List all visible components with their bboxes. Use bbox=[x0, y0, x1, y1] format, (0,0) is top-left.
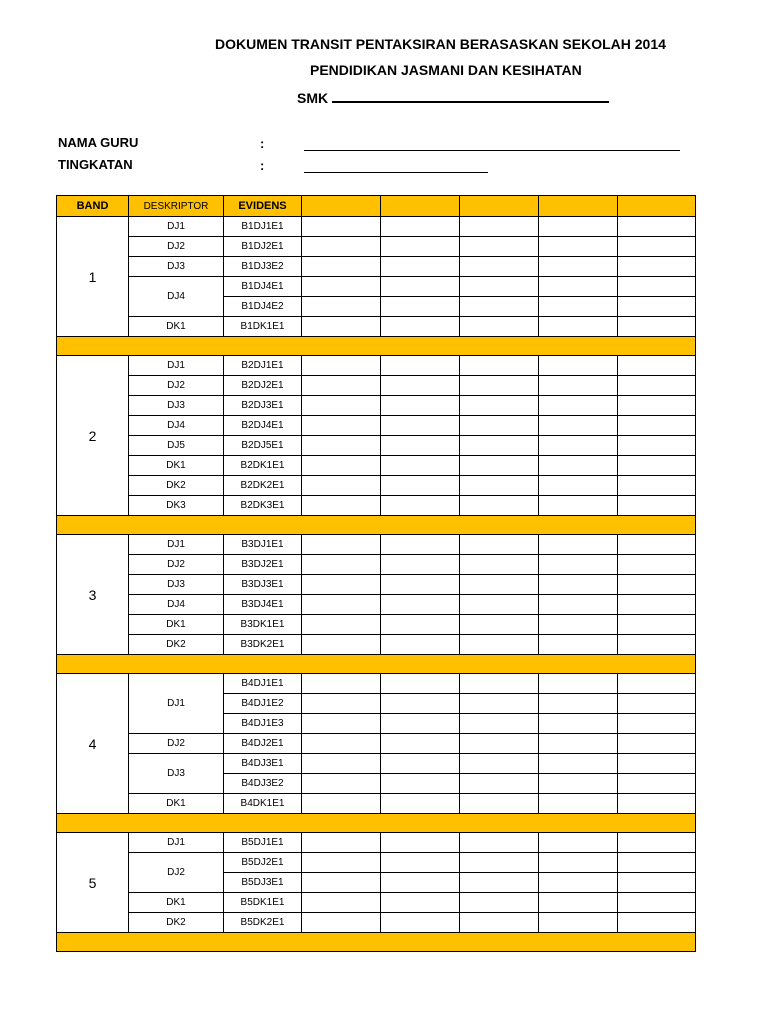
band-separator-row bbox=[57, 933, 696, 952]
blank-cell bbox=[381, 376, 460, 396]
document-subtitle: PENDIDIKAN JASMANI DAN KESIHATAN bbox=[310, 62, 582, 78]
blank-cell bbox=[539, 873, 618, 893]
tingkatan-blank bbox=[304, 172, 488, 173]
blank-cell bbox=[460, 436, 539, 456]
blank-cell bbox=[460, 754, 539, 774]
blank-cell bbox=[618, 635, 696, 655]
evidens-cell: B1DK1E1 bbox=[224, 317, 302, 337]
evidens-cell: B3DJ3E1 bbox=[224, 575, 302, 595]
band-separator bbox=[57, 337, 696, 356]
blank-cell bbox=[618, 694, 696, 714]
blank-cell bbox=[381, 893, 460, 913]
deskriptor-cell: DJ3 bbox=[129, 754, 224, 794]
deskriptor-cell: DJ2 bbox=[129, 853, 224, 893]
deskriptor-cell: DJ1 bbox=[129, 833, 224, 853]
blank-cell bbox=[460, 297, 539, 317]
blank-cell bbox=[539, 853, 618, 873]
blank-cell bbox=[302, 217, 381, 237]
blank-cell bbox=[302, 456, 381, 476]
blank-cell bbox=[381, 674, 460, 694]
blank-cell bbox=[381, 555, 460, 575]
blank-cell bbox=[618, 794, 696, 814]
blank-cell bbox=[539, 754, 618, 774]
blank-cell bbox=[460, 913, 539, 933]
blank-cell bbox=[381, 694, 460, 714]
blank-cell bbox=[539, 714, 618, 734]
table-row bbox=[57, 615, 696, 635]
blank-cell bbox=[460, 893, 539, 913]
blank-cell bbox=[460, 356, 539, 376]
blank-cell bbox=[381, 356, 460, 376]
table-row bbox=[57, 496, 696, 516]
table-row bbox=[57, 277, 696, 297]
band-separator bbox=[57, 516, 696, 535]
deskriptor-cell: DJ1 bbox=[129, 535, 224, 555]
evidens-cell: B3DK1E1 bbox=[224, 615, 302, 635]
blank-cell bbox=[302, 257, 381, 277]
blank-cell bbox=[618, 833, 696, 853]
blank-cell bbox=[539, 615, 618, 635]
blank-cell bbox=[381, 853, 460, 873]
blank-cell bbox=[460, 615, 539, 635]
blank-cell bbox=[539, 734, 618, 754]
blank-cell bbox=[539, 396, 618, 416]
blank-cell bbox=[618, 535, 696, 555]
blank-header bbox=[539, 196, 618, 217]
blank-cell bbox=[618, 913, 696, 933]
blank-header bbox=[381, 196, 460, 217]
blank-cell bbox=[539, 257, 618, 277]
blank-cell bbox=[539, 277, 618, 297]
evidens-cell: B4DJ1E2 bbox=[224, 694, 302, 714]
blank-cell bbox=[539, 376, 618, 396]
blank-cell bbox=[302, 774, 381, 794]
evidens-cell: B1DJ4E1 bbox=[224, 277, 302, 297]
evidens-cell: B4DJ3E2 bbox=[224, 774, 302, 794]
deskriptor-cell: DJ5 bbox=[129, 436, 224, 456]
deskriptor-cell: DK1 bbox=[129, 615, 224, 635]
evidens-cell: B2DJ1E1 bbox=[224, 356, 302, 376]
deskriptor-cell: DK1 bbox=[129, 893, 224, 913]
table-row bbox=[57, 535, 696, 555]
blank-cell bbox=[302, 734, 381, 754]
evidens-cell: B1DJ3E2 bbox=[224, 257, 302, 277]
blank-cell bbox=[539, 595, 618, 615]
blank-cell bbox=[460, 496, 539, 516]
blank-cell bbox=[618, 714, 696, 734]
blank-cell bbox=[460, 674, 539, 694]
deskriptor-cell: DJ3 bbox=[129, 396, 224, 416]
blank-cell bbox=[618, 734, 696, 754]
blank-cell bbox=[460, 476, 539, 496]
table-row bbox=[57, 396, 696, 416]
deskriptor-cell: DJ2 bbox=[129, 376, 224, 396]
evidens-cell: B5DK1E1 bbox=[224, 893, 302, 913]
blank-cell bbox=[381, 277, 460, 297]
evidens-cell: B4DJ1E1 bbox=[224, 674, 302, 694]
band-separator bbox=[57, 814, 696, 833]
nama-guru-colon: : bbox=[260, 136, 265, 151]
blank-cell bbox=[460, 317, 539, 337]
table-row bbox=[57, 416, 696, 436]
blank-cell bbox=[302, 873, 381, 893]
blank-cell bbox=[302, 694, 381, 714]
blank-cell bbox=[302, 555, 381, 575]
blank-cell bbox=[460, 833, 539, 853]
band-separator-row bbox=[57, 516, 696, 535]
blank-cell bbox=[302, 496, 381, 516]
band-number: 1 bbox=[57, 217, 129, 337]
blank-cell bbox=[381, 575, 460, 595]
evidens-cell: B1DJ1E1 bbox=[224, 217, 302, 237]
deskriptor-cell: DJ2 bbox=[129, 734, 224, 754]
blank-cell bbox=[302, 297, 381, 317]
blank-cell bbox=[460, 853, 539, 873]
blank-cell bbox=[302, 476, 381, 496]
blank-cell bbox=[460, 217, 539, 237]
blank-cell bbox=[618, 436, 696, 456]
evidens-cell: B4DK1E1 bbox=[224, 794, 302, 814]
evidens-cell: B2DK1E1 bbox=[224, 456, 302, 476]
blank-cell bbox=[381, 595, 460, 615]
evidens-cell: B5DK2E1 bbox=[224, 913, 302, 933]
table-row bbox=[57, 356, 696, 376]
blank-cell bbox=[302, 595, 381, 615]
blank-cell bbox=[381, 237, 460, 257]
blank-cell bbox=[539, 237, 618, 257]
table-row bbox=[57, 575, 696, 595]
blank-cell bbox=[381, 436, 460, 456]
blank-cell bbox=[381, 794, 460, 814]
blank-cell bbox=[302, 754, 381, 774]
blank-cell bbox=[460, 277, 539, 297]
blank-header bbox=[618, 196, 696, 217]
deskriptor-cell: DJ4 bbox=[129, 595, 224, 615]
blank-cell bbox=[618, 774, 696, 794]
evidens-cell: B3DJ1E1 bbox=[224, 535, 302, 555]
blank-cell bbox=[460, 794, 539, 814]
table-row bbox=[57, 376, 696, 396]
blank-cell bbox=[539, 496, 618, 516]
nama-guru-label: NAMA GURU bbox=[58, 135, 139, 150]
deskriptor-cell: DJ1 bbox=[129, 356, 224, 376]
table-row bbox=[57, 893, 696, 913]
blank-cell bbox=[618, 893, 696, 913]
blank-cell bbox=[539, 794, 618, 814]
blank-cell bbox=[618, 416, 696, 436]
deskriptor-cell: DK2 bbox=[129, 476, 224, 496]
evidens-cell: B2DJ5E1 bbox=[224, 436, 302, 456]
table-row bbox=[57, 734, 696, 754]
blank-cell bbox=[618, 237, 696, 257]
blank-cell bbox=[460, 257, 539, 277]
table-row bbox=[57, 436, 696, 456]
blank-cell bbox=[381, 217, 460, 237]
evidens-cell: B5DJ3E1 bbox=[224, 873, 302, 893]
blank-cell bbox=[539, 416, 618, 436]
deskriptor-cell: DJ2 bbox=[129, 555, 224, 575]
deskriptor-cell: DK1 bbox=[129, 456, 224, 476]
band-header: BAND bbox=[57, 196, 129, 217]
blank-cell bbox=[460, 396, 539, 416]
blank-cell bbox=[618, 873, 696, 893]
blank-cell bbox=[539, 297, 618, 317]
table-row bbox=[57, 853, 696, 873]
deskriptor-cell: DJ1 bbox=[129, 217, 224, 237]
blank-cell bbox=[539, 436, 618, 456]
blank-cell bbox=[618, 396, 696, 416]
blank-cell bbox=[381, 615, 460, 635]
school-name-blank bbox=[332, 89, 609, 103]
blank-cell bbox=[539, 555, 618, 575]
blank-cell bbox=[618, 575, 696, 595]
document-title: DOKUMEN TRANSIT PENTAKSIRAN BERASASKAN SEKOLAH 2014 bbox=[215, 36, 666, 52]
blank-cell bbox=[618, 674, 696, 694]
blank-cell bbox=[381, 873, 460, 893]
blank-cell bbox=[302, 575, 381, 595]
tingkatan-colon: : bbox=[260, 158, 265, 173]
blank-cell bbox=[460, 595, 539, 615]
blank-cell bbox=[381, 635, 460, 655]
evidens-cell: B5DJ1E1 bbox=[224, 833, 302, 853]
blank-cell bbox=[539, 575, 618, 595]
table-row bbox=[57, 476, 696, 496]
evidence-table bbox=[56, 195, 696, 952]
evidens-cell: B4DJ3E1 bbox=[224, 754, 302, 774]
deskriptor-cell: DJ3 bbox=[129, 257, 224, 277]
table-header-row bbox=[57, 196, 696, 217]
blank-cell bbox=[460, 555, 539, 575]
band-number: 5 bbox=[57, 833, 129, 933]
blank-cell bbox=[381, 317, 460, 337]
blank-cell bbox=[302, 833, 381, 853]
blank-cell bbox=[302, 674, 381, 694]
band-separator bbox=[57, 655, 696, 674]
band-separator-row bbox=[57, 337, 696, 356]
blank-cell bbox=[302, 277, 381, 297]
evidens-cell: B2DJ3E1 bbox=[224, 396, 302, 416]
table-row bbox=[57, 555, 696, 575]
blank-cell bbox=[302, 396, 381, 416]
table-row bbox=[57, 913, 696, 933]
blank-cell bbox=[381, 396, 460, 416]
table-row bbox=[57, 217, 696, 237]
evidens-cell: B2DK2E1 bbox=[224, 476, 302, 496]
deskriptor-cell: DJ1 bbox=[129, 674, 224, 734]
blank-cell bbox=[460, 714, 539, 734]
blank-cell bbox=[539, 833, 618, 853]
evidens-cell: B1DJ2E1 bbox=[224, 237, 302, 257]
blank-cell bbox=[618, 257, 696, 277]
deskriptor-cell: DK3 bbox=[129, 496, 224, 516]
deskriptor-cell: DJ4 bbox=[129, 277, 224, 317]
evidens-cell: B3DJ2E1 bbox=[224, 555, 302, 575]
blank-cell bbox=[618, 595, 696, 615]
deskriptor-cell: DK2 bbox=[129, 913, 224, 933]
table-row bbox=[57, 794, 696, 814]
blank-cell bbox=[618, 476, 696, 496]
blank-cell bbox=[302, 237, 381, 257]
blank-cell bbox=[381, 714, 460, 734]
blank-cell bbox=[302, 416, 381, 436]
blank-cell bbox=[460, 635, 539, 655]
evidens-cell: B1DJ4E2 bbox=[224, 297, 302, 317]
blank-cell bbox=[302, 714, 381, 734]
evidens-cell: B4DJ2E1 bbox=[224, 734, 302, 754]
blank-cell bbox=[381, 535, 460, 555]
blank-cell bbox=[539, 535, 618, 555]
blank-cell bbox=[302, 635, 381, 655]
table-row bbox=[57, 595, 696, 615]
blank-cell bbox=[618, 277, 696, 297]
band-number: 2 bbox=[57, 356, 129, 516]
blank-cell bbox=[460, 456, 539, 476]
blank-cell bbox=[302, 436, 381, 456]
evidens-cell: B2DK3E1 bbox=[224, 496, 302, 516]
blank-cell bbox=[618, 615, 696, 635]
blank-cell bbox=[460, 416, 539, 436]
blank-cell bbox=[539, 893, 618, 913]
blank-cell bbox=[539, 356, 618, 376]
blank-cell bbox=[302, 794, 381, 814]
deskriptor-cell: DK1 bbox=[129, 794, 224, 814]
blank-cell bbox=[618, 496, 696, 516]
table-row bbox=[57, 317, 696, 337]
blank-cell bbox=[618, 754, 696, 774]
evidens-cell: B3DJ4E1 bbox=[224, 595, 302, 615]
blank-cell bbox=[302, 913, 381, 933]
blank-cell bbox=[381, 476, 460, 496]
table-row bbox=[57, 833, 696, 853]
band-number: 4 bbox=[57, 674, 129, 814]
blank-cell bbox=[381, 496, 460, 516]
evidens-header: EVIDENS bbox=[224, 196, 302, 217]
table-row bbox=[57, 635, 696, 655]
blank-cell bbox=[302, 535, 381, 555]
deskriptor-cell: DJ4 bbox=[129, 416, 224, 436]
band-number: 3 bbox=[57, 535, 129, 655]
deskriptor-cell: DK2 bbox=[129, 635, 224, 655]
blank-cell bbox=[381, 297, 460, 317]
blank-cell bbox=[381, 734, 460, 754]
blank-header bbox=[302, 196, 381, 217]
band-separator bbox=[57, 933, 696, 952]
blank-cell bbox=[460, 376, 539, 396]
blank-cell bbox=[618, 356, 696, 376]
deskriptor-cell: DK1 bbox=[129, 317, 224, 337]
blank-cell bbox=[539, 317, 618, 337]
blank-cell bbox=[381, 774, 460, 794]
blank-cell bbox=[618, 853, 696, 873]
blank-cell bbox=[460, 774, 539, 794]
blank-cell bbox=[381, 754, 460, 774]
blank-cell bbox=[302, 356, 381, 376]
blank-cell bbox=[539, 774, 618, 794]
blank-cell bbox=[460, 873, 539, 893]
evidens-cell: B2DJ4E1 bbox=[224, 416, 302, 436]
table-row bbox=[57, 456, 696, 476]
blank-cell bbox=[381, 456, 460, 476]
blank-cell bbox=[618, 317, 696, 337]
blank-cell bbox=[539, 456, 618, 476]
blank-cell bbox=[539, 913, 618, 933]
blank-header bbox=[460, 196, 539, 217]
blank-cell bbox=[618, 297, 696, 317]
blank-cell bbox=[381, 257, 460, 277]
blank-cell bbox=[618, 217, 696, 237]
blank-cell bbox=[460, 237, 539, 257]
evidens-cell: B4DJ1E3 bbox=[224, 714, 302, 734]
blank-cell bbox=[460, 575, 539, 595]
blank-cell bbox=[539, 217, 618, 237]
blank-cell bbox=[618, 456, 696, 476]
evidens-cell: B2DJ2E1 bbox=[224, 376, 302, 396]
table-row bbox=[57, 257, 696, 277]
evidens-cell: B3DK2E1 bbox=[224, 635, 302, 655]
blank-cell bbox=[302, 615, 381, 635]
blank-cell bbox=[302, 853, 381, 873]
deskriptor-cell: DJ2 bbox=[129, 237, 224, 257]
blank-cell bbox=[618, 555, 696, 575]
blank-cell bbox=[539, 476, 618, 496]
blank-cell bbox=[302, 317, 381, 337]
blank-cell bbox=[381, 913, 460, 933]
blank-cell bbox=[381, 416, 460, 436]
blank-cell bbox=[302, 893, 381, 913]
blank-cell bbox=[460, 734, 539, 754]
blank-cell bbox=[302, 376, 381, 396]
deskriptor-cell: DJ3 bbox=[129, 575, 224, 595]
blank-cell bbox=[381, 833, 460, 853]
blank-cell bbox=[460, 535, 539, 555]
band-separator-row bbox=[57, 814, 696, 833]
table-row bbox=[57, 237, 696, 257]
blank-cell bbox=[539, 674, 618, 694]
table-row bbox=[57, 674, 696, 694]
blank-cell bbox=[539, 635, 618, 655]
tingkatan-label: TINGKATAN bbox=[58, 157, 133, 172]
evidens-cell: B5DJ2E1 bbox=[224, 853, 302, 873]
blank-cell bbox=[618, 376, 696, 396]
deskriptor-header: DESKRIPTOR bbox=[129, 196, 224, 217]
blank-cell bbox=[539, 694, 618, 714]
school-label: SMK bbox=[297, 90, 329, 106]
nama-guru-blank bbox=[304, 150, 680, 151]
school-line bbox=[297, 89, 609, 106]
blank-cell bbox=[460, 694, 539, 714]
table-row bbox=[57, 754, 696, 774]
band-separator-row bbox=[57, 655, 696, 674]
